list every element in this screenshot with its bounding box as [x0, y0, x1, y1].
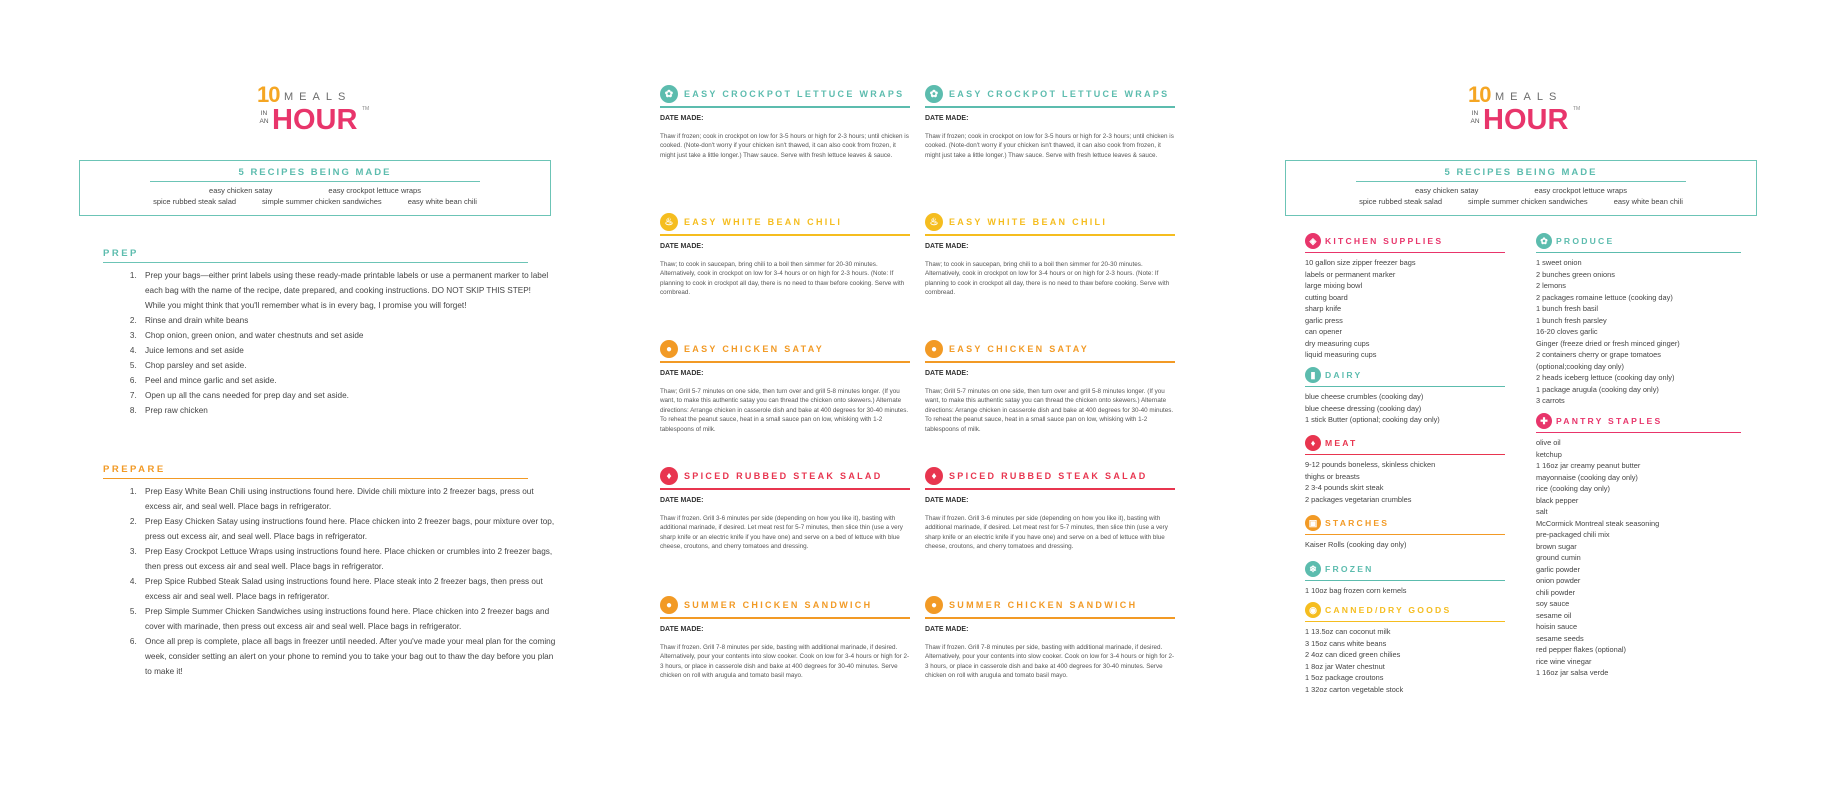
can-icon: ◉: [1305, 602, 1321, 618]
recipe-card-instructions: Thaw; to cook in saucepan, bring chili to a boil then simmer for 20-30 minutes. Alternatively, cook in crockpot on low for 3-4 hours or on high for 2-3 hours. (Note: If planning to cook in crockpot all day, there is no need to thaw before cooking. Serve with cornbread.: [925, 260, 1170, 297]
list-item: garlic press: [1305, 315, 1343, 325]
prepare-step: 2. Prep Easy Chicken Satay using instructions found here. Place chicken into 2 freezer bags, pour mixture over top, press out excess air, and seal well. Place bags in refrigerator.: [139, 514, 557, 544]
date-made-label: DATE MADE:: [660, 114, 704, 122]
list-item: 9-12 pounds boneless, skinless chicken: [1305, 460, 1436, 469]
logo-meals: MEALS: [284, 91, 352, 103]
plan-page: [68, 0, 556, 792]
list-item: large mixing bowl: [1305, 281, 1363, 290]
recipe-name: easy crockpot lettuce wraps: [1534, 186, 1627, 195]
lettuce-icon: ✿: [925, 85, 943, 103]
date-made-label: DATE MADE:: [925, 496, 969, 504]
list-item: 1 10oz bag frozen corn kernels: [1305, 586, 1407, 595]
date-made-label: DATE MADE:: [660, 242, 704, 250]
recipe-card-rule: [660, 234, 910, 236]
recipe-card-instructions: Thaw if frozen. Grill 7-8 minutes per side, basting with additional marinade, if desired. Alternatively, pour your contents into slow cooker. Cook on low for 3-4 hours or high for 2-3 hours, or place in casserole dish and bake at 400 degrees for 30-40 minutes. Serve chicken on roll with arugula and tomato basil mayo.: [660, 643, 910, 680]
recipe-card-rule: [660, 361, 910, 363]
logo-ten: 10: [1468, 82, 1491, 107]
date-made-label: DATE MADE:: [660, 369, 704, 377]
prep-step: 8. Prep raw chicken: [139, 403, 549, 418]
prepare-steps: [105, 484, 557, 679]
recipes-box-title: 5 RECIPES BEING MADE: [238, 167, 392, 178]
list-item: can opener: [1305, 327, 1342, 336]
prep-rule: [103, 262, 528, 263]
chicken-icon: ●: [660, 340, 678, 358]
brand-logo: [257, 82, 397, 142]
list-item: 1 5oz package croutons: [1305, 673, 1384, 682]
date-made-label: DATE MADE:: [925, 369, 969, 377]
recipe-card: [660, 339, 910, 434]
list-item: 1 bunch fresh basil: [1536, 304, 1599, 313]
leaf-icon: ✿: [1536, 233, 1552, 249]
item-list: [1305, 626, 1505, 695]
list-item: 1 32oz carton vegetable stock: [1305, 684, 1404, 694]
prep-step: 2. Rinse and drain white beans: [139, 313, 549, 328]
meat-section: [1305, 434, 1505, 505]
chili-pot-icon: ♨: [925, 213, 943, 231]
steak-icon: ♦: [925, 467, 943, 485]
logo-tm: TM: [362, 106, 370, 112]
date-made-label: DATE MADE:: [660, 625, 704, 633]
recipe-cards-page-1: [660, 0, 910, 792]
list-item: blue cheese crumbles (cooking day): [1305, 392, 1424, 401]
recipe-card-title: SUMMER CHICKEN SANDWICH: [684, 600, 873, 610]
mixer-icon: ◈: [1305, 233, 1321, 249]
list-item: liquid measuring cups: [1305, 350, 1377, 359]
list-item: ground cumin: [1536, 553, 1581, 562]
list-item: 1 package arugula (cooking day only): [1536, 384, 1659, 394]
shopping-list-page: [1285, 0, 1760, 792]
bread-icon: ▣: [1305, 515, 1321, 531]
recipe-name: easy white bean chili: [1613, 197, 1683, 206]
brand-logo: [1468, 82, 1608, 142]
section-title: DAIRY: [1325, 370, 1363, 380]
section-rule: [1536, 432, 1741, 433]
recipe-card-title: EASY CHICKEN SATAY: [684, 344, 825, 354]
list-item: 1 sweet onion: [1536, 258, 1582, 267]
recipe-name: easy chicken satay: [209, 186, 273, 195]
section-title: MEAT: [1325, 438, 1358, 448]
sandwich-icon: ●: [660, 596, 678, 614]
logo-in-an: IN AN: [259, 110, 269, 125]
list-item: hoisin sauce: [1536, 622, 1578, 631]
list-item: 2 bunches green onions: [1536, 269, 1615, 279]
canned-dry-goods-section: [1305, 601, 1505, 695]
list-item: sesame seeds: [1536, 633, 1584, 643]
recipe-card-title: EASY CROCKPOT LETTUCE WRAPS: [949, 89, 1170, 99]
logo-tm: TM: [1573, 106, 1581, 112]
list-item: 1 16oz jar creamy peanut butter: [1536, 461, 1641, 470]
recipe-card-instructions: Thaw; to cook in saucepan, bring chili to a boil then simmer for 20-30 minutes. Alternatively, cook in crockpot on low for 3-4 hours or on high for 2-3 hours. (Note: If planning to cook in crockpot all day, there is no need to thaw before cooking. Serve with cornbread.: [660, 260, 905, 297]
section-title: KITCHEN SUPPLIES: [1325, 236, 1444, 246]
recipe-card: [925, 212, 1175, 298]
list-item: brown sugar: [1536, 541, 1577, 551]
section-title: PRODUCE: [1556, 236, 1615, 246]
list-item: sharp knife: [1305, 304, 1342, 313]
jar-icon: ✚: [1536, 413, 1552, 429]
produce-section: [1536, 232, 1741, 407]
recipe-name: spice rubbed steak salad: [1359, 197, 1443, 206]
item-list: [1305, 257, 1505, 361]
section-rule: [1305, 252, 1505, 253]
logo-meals: MEALS: [1495, 91, 1563, 103]
kitchen-supplies-section: [1305, 232, 1505, 361]
recipe-cards-page-2: [925, 0, 1175, 792]
recipe-card: [660, 84, 910, 160]
recipe-name: easy crockpot lettuce wraps: [328, 186, 421, 195]
recipes-row-2: [80, 197, 550, 206]
recipe-card-title: SPICED RUBBED STEAK SALAD: [684, 471, 883, 481]
recipe-card-title: SPICED RUBBED STEAK SALAD: [949, 471, 1148, 481]
starches-section: [1305, 514, 1505, 551]
recipe-name: easy white bean chili: [407, 197, 477, 206]
date-made-label: DATE MADE:: [925, 625, 969, 633]
prepare-step: 1. Prep Easy White Bean Chili using instructions found here. Divide chili mixture into 2 freezer bags, press out excess air, and seal well. Place bags in refrigerator.: [139, 484, 557, 514]
list-item: 2 packages vegetarian crumbles: [1305, 494, 1412, 504]
prepare-heading: PREPARE: [103, 464, 166, 475]
date-made-label: DATE MADE:: [660, 496, 704, 504]
section-rule: [1305, 386, 1505, 387]
list-item: McCormick Montreal steak seasoning: [1536, 518, 1660, 528]
section-title: FROZEN: [1325, 564, 1374, 574]
recipe-card-title: EASY CROCKPOT LETTUCE WRAPS: [684, 89, 905, 99]
recipe-card-rule: [925, 234, 1175, 236]
meat-icon: ♦: [1305, 435, 1321, 451]
list-item: dry measuring cups: [1305, 338, 1370, 348]
recipe-card-rule: [925, 361, 1175, 363]
logo-in-an: IN AN: [1470, 110, 1480, 125]
prep-step: 1. Prep your bags—either print labels using these ready-made printable labels or use a permanent marker to label each bag with the name of the recipe, date prepared, and cooking instructions. DO NOT SKIP THIS STEP! While you might think that you'll remember what is in every bag, I promise you will forget!: [139, 268, 549, 313]
recipe-card: [660, 212, 910, 298]
prepare-step: 3. Prep Easy Crockpot Lettuce Wraps using instructions found here. Place chicken or crumbles into 2 freezer bags, then press out excess air and seal well. Place bags in refrigerator.: [139, 544, 557, 574]
list-item: thighs or breasts: [1305, 471, 1360, 481]
list-item: 2 lemons: [1536, 281, 1566, 290]
list-item: 2 containers cherry or grape tomatoes: [1536, 350, 1661, 359]
recipes-row-1: [80, 186, 550, 195]
recipe-card-title: SUMMER CHICKEN SANDWICH: [949, 600, 1138, 610]
prep-steps: [105, 268, 549, 418]
date-made-label: DATE MADE:: [925, 114, 969, 122]
list-item: sesame oil: [1536, 610, 1572, 620]
list-item: 10 gallon size zipper freezer bags: [1305, 258, 1416, 267]
list-item: labels or permanent marker: [1305, 269, 1396, 279]
list-item: garlic powder: [1536, 564, 1580, 574]
item-list: [1536, 437, 1741, 679]
recipe-card-instructions: Thaw if frozen; cook in crockpot on low for 3-5 hours or high for 2-3 hours; until chicken is cooked. (Note-don't worry if your chicken isn't thawed, it can also cook from frozen, it might just take a little longer.) Thaw sauce. Serve with fresh lettuce leaves & sauce.: [660, 132, 909, 159]
list-item: blue cheese dressing (cooking day): [1305, 403, 1422, 413]
list-item: 3 15oz cans white beans: [1305, 638, 1387, 648]
list-item: mayonnaise (cooking day only): [1536, 472, 1638, 482]
section-title: STARCHES: [1325, 518, 1390, 528]
section-title: CANNED/DRY GOODS: [1325, 605, 1452, 615]
list-item: onion powder: [1536, 576, 1581, 585]
list-item: 2 packages romaine lettuce (cooking day): [1536, 292, 1673, 302]
recipe-card-instructions: Thaw if frozen. Grill 7-8 minutes per side, basting with additional marinade, if desired. Alternatively, pour your contents into slow cooker. Cook on low for 3-4 hours or high for 2-3 hours, or place in casserole dish and bake at 400 degrees for 30-40 minutes. Serve chicken on roll with arugula and tomato basil mayo.: [925, 643, 1175, 680]
recipe-card-instructions: Thaw; Grill 5-7 minutes on one side, then turn over and grill 5-8 minutes longer. (If you want, to make this authentic satay you can thread the chicken onto skewers.) Alternate directions: Arrange chicken in casserole dish and bake at 400 degrees for 30-40 minutes. To reheat the peanut sauce, heat in a small sauce pan on low, whisking with 1-2 tablespoons of milk.: [660, 387, 909, 433]
list-item: Kaiser Rolls (cooking day only): [1305, 540, 1407, 549]
item-list: [1305, 585, 1505, 597]
list-item: red pepper flakes (optional): [1536, 645, 1626, 654]
recipes-box-rule: [1356, 181, 1686, 182]
recipe-name: easy chicken satay: [1415, 186, 1479, 195]
recipe-card-title: EASY CHICKEN SATAY: [949, 344, 1090, 354]
recipes-box: [1285, 160, 1757, 216]
dairy-section: [1305, 366, 1505, 426]
list-item: 1 8oz jar Water chestnut: [1305, 661, 1385, 671]
list-item: 2 3-4 pounds skirt steak: [1305, 483, 1384, 492]
chicken-icon: ●: [925, 340, 943, 358]
prep-heading: PREP: [103, 248, 139, 259]
recipes-row-1: [1286, 186, 1756, 195]
list-item: rice wine vinegar: [1536, 656, 1592, 666]
section-rule: [1305, 580, 1505, 581]
list-item: 1 16oz jar salsa verde: [1536, 668, 1609, 677]
list-item: olive oil: [1536, 438, 1561, 447]
recipes-box: [79, 160, 551, 216]
recipes-box-title: 5 RECIPES BEING MADE: [1444, 167, 1598, 178]
chili-pot-icon: ♨: [660, 213, 678, 231]
section-rule: [1305, 454, 1505, 455]
prep-step: 4. Juice lemons and set aside: [139, 343, 549, 358]
list-item: Ginger (freeze dried or fresh minced ginger): [1536, 338, 1680, 348]
section-rule: [1305, 534, 1505, 535]
section-title: PANTRY STAPLES: [1556, 416, 1663, 426]
list-item: (optional;cooking day only): [1536, 361, 1624, 371]
prep-step: 6. Peel and mince garlic and set aside.: [139, 373, 549, 388]
list-item: 1 bunch fresh parsley: [1536, 315, 1607, 325]
prepare-step: 6. Once all prep is complete, place all bags in freezer until needed. After you've made your meal plan for the coming week, consider setting an alert on your phone to remind you to take your bag out to thaw the day before you plan to make it!: [139, 634, 557, 679]
recipe-card: [660, 595, 910, 681]
frozen-section: [1305, 560, 1505, 597]
recipe-card-rule: [660, 617, 910, 619]
recipe-card-rule: [660, 106, 910, 108]
recipe-card-instructions: Thaw; Grill 5-7 minutes on one side, then turn over and grill 5-8 minutes longer. (If you want, to make this authentic satay you can thread the chicken onto skewers.) Alternate directions: Arrange chicken in casserole dish and bake at 400 degrees for 30-40 minutes. To reheat the peanut sauce, heat in a small sauce pan on low, whisking with 1-2 tablespoons of milk.: [925, 387, 1174, 433]
recipe-name: simple summer chicken sandwiches: [262, 197, 382, 206]
recipe-card: [660, 466, 910, 552]
recipe-card: [925, 84, 1175, 160]
list-item: chili powder: [1536, 587, 1576, 597]
list-item: 1 stick Butter (optional; cooking day only): [1305, 415, 1440, 424]
list-item: black pepper: [1536, 495, 1579, 505]
recipe-card-title: EASY WHITE BEAN CHILI: [949, 217, 1108, 227]
prepare-step: 5. Prep Simple Summer Chicken Sandwiches using instructions found here. Place chicken into 2 freezer bags and cover with marinade, then press out excess air and seal well. Place bags in refrigerator.: [139, 604, 557, 634]
sandwich-icon: ●: [925, 596, 943, 614]
milk-icon: ▮: [1305, 367, 1321, 383]
list-item: 16-20 cloves garlic: [1536, 327, 1598, 336]
steak-icon: ♦: [660, 467, 678, 485]
recipe-card: [925, 595, 1175, 681]
list-item: salt: [1536, 507, 1548, 516]
item-list: [1536, 257, 1741, 407]
list-item: 2 heads iceberg lettuce (cooking day only): [1536, 373, 1675, 382]
item-list: [1305, 459, 1505, 505]
prepare-rule: [103, 478, 528, 479]
recipe-card-instructions: Thaw if frozen; cook in crockpot on low for 3-5 hours or high for 2-3 hours; until chicken is cooked. (Note-don't worry if your chicken isn't thawed, it can also cook from frozen, it might just take a little longer.) Thaw sauce. Serve with fresh lettuce leaves & sauce.: [925, 132, 1174, 159]
recipe-card-instructions: Thaw if frozen. Grill 3-6 minutes per side (depending on how you like it), basting with additional marinade, if desired. Let meat rest for 5-7 minutes, then slice thin (use a very sharp knife or an electric knife if you have one) and serve on a bed of lettuce with blue cheese, croutons, and cherry tomatoes and dressing.: [660, 514, 903, 551]
list-item: soy sauce: [1536, 599, 1570, 608]
logo-hour: HOUR: [1483, 104, 1569, 136]
item-list: [1305, 539, 1505, 551]
list-item: rice (cooking day only): [1536, 484, 1610, 493]
recipe-card-rule: [925, 617, 1175, 619]
recipe-card-rule: [925, 106, 1175, 108]
list-item: ketchup: [1536, 449, 1562, 459]
list-item: pre-packaged chili mix: [1536, 530, 1610, 539]
prep-step: 5. Chop parsley and set aside.: [139, 358, 549, 373]
recipe-name: spice rubbed steak salad: [153, 197, 237, 206]
item-list: [1305, 391, 1505, 426]
recipes-box-rule: [150, 181, 480, 182]
list-item: cutting board: [1305, 292, 1348, 302]
date-made-label: DATE MADE:: [925, 242, 969, 250]
lettuce-icon: ✿: [660, 85, 678, 103]
section-rule: [1536, 252, 1741, 253]
prep-step: 3. Chop onion, green onion, and water chestnuts and set aside: [139, 328, 549, 343]
recipe-card: [925, 339, 1175, 434]
list-item: 1 13.5oz can coconut milk: [1305, 627, 1391, 636]
recipe-card-instructions: Thaw if frozen. Grill 3-6 minutes per side (depending on how you like it), basting with additional marinade, if desired. Let meat rest for 5-7 minutes, then slice thin (use a very sharp knife or an electric knife if you have one) and serve on a bed of lettuce with blue cheese, croutons, and cherry tomatoes and dressing.: [925, 514, 1168, 551]
recipe-card-rule: [660, 488, 910, 490]
snowflake-icon: ❄: [1305, 561, 1321, 577]
prepare-step: 4. Prep Spice Rubbed Steak Salad using instructions found here. Place steak into 2 freezer bags, then press out excess air and seal well. Place bags in refrigerator.: [139, 574, 557, 604]
logo-ten: 10: [257, 82, 280, 107]
pantry-staples-section: [1536, 412, 1741, 679]
recipe-card: [925, 466, 1175, 552]
list-item: 3 carrots: [1536, 396, 1565, 405]
recipe-card-rule: [925, 488, 1175, 490]
recipe-name: simple summer chicken sandwiches: [1468, 197, 1588, 206]
prep-step: 7. Open up all the cans needed for prep day and set aside.: [139, 388, 549, 403]
logo-hour: HOUR: [272, 104, 358, 136]
list-item: 2 4oz can diced green chilies: [1305, 650, 1401, 659]
section-rule: [1305, 621, 1505, 622]
recipes-row-2: [1286, 197, 1756, 206]
recipe-card-title: EASY WHITE BEAN CHILI: [684, 217, 843, 227]
